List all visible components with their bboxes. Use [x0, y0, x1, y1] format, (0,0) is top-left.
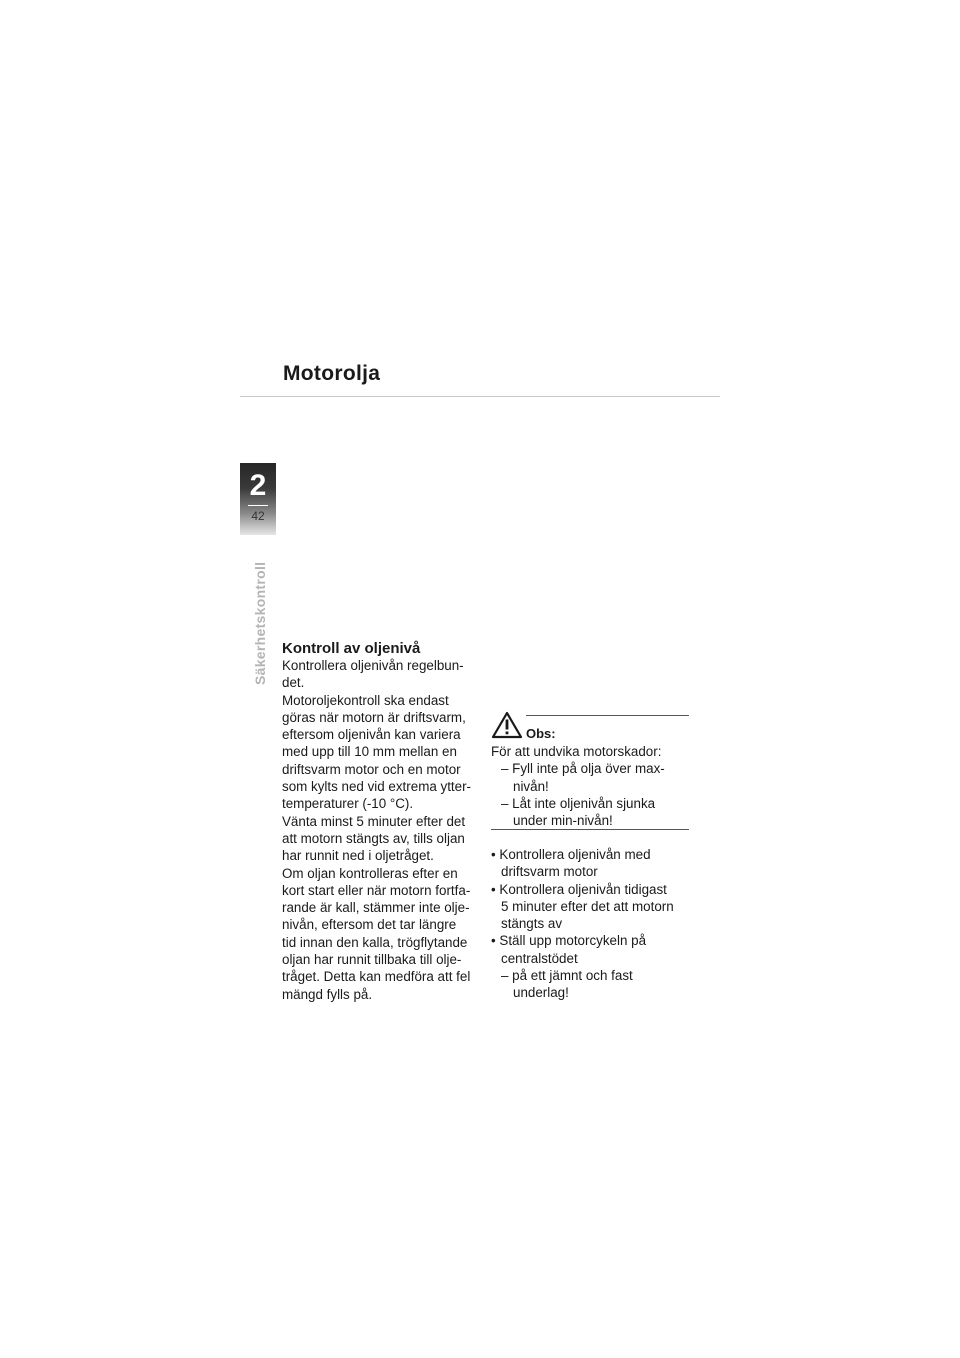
section-heading: Kontroll av oljenivå: [282, 640, 421, 657]
body-line: Kontrollera oljenivån regelbun-: [282, 658, 464, 673]
body-line: med upp till 10 mm mellan en: [282, 744, 457, 760]
chapter-divider: [248, 505, 268, 506]
chapter-number: 2: [249, 469, 267, 502]
sub-list-item: – på ett jämnt och fast: [501, 968, 633, 984]
body-line: driftsvarm motor och en motor: [282, 761, 461, 777]
body-line: kort start eller när motorn fortfa-: [282, 882, 471, 898]
warning-title: Obs:: [526, 726, 556, 741]
warning-triangle-icon: [491, 711, 523, 744]
warning-item-cont: nivån!: [513, 778, 549, 794]
body-line: det.: [282, 675, 305, 691]
body-line: göras när motorn är driftsvarm,: [282, 709, 466, 725]
body-line: Motoroljekontroll ska endast: [282, 692, 449, 708]
body-line: temperaturer (-10 °C).: [282, 796, 414, 812]
body-line: som kylts ned vid extrema ytter-: [282, 779, 472, 795]
list-item: • Kontrollera oljenivån med: [491, 847, 651, 862]
warning-item: – Fyll inte på olja över max-: [501, 761, 665, 777]
section-side-label: Säkerhetskontroll: [252, 561, 268, 685]
body-line: tid innan den kalla, trögflytande: [282, 934, 468, 950]
warning-item: – Låt inte oljenivån sjunka: [501, 795, 656, 811]
page-title: Motorolja: [283, 362, 381, 385]
warning-bottom-rule: [491, 829, 689, 830]
body-line: mängd fylls på.: [282, 986, 373, 1002]
body-line: har runnit ned i oljetråget.: [282, 848, 434, 864]
left-column: [282, 640, 482, 1003]
warning-intro: För att undvika motorskador:: [491, 744, 662, 759]
body-line: Om oljan kontrolleras efter en: [282, 865, 458, 881]
list-item-cont: centralstödet: [501, 950, 578, 966]
chapter-tab: [240, 463, 276, 535]
warning-body: [491, 743, 691, 829]
sub-list-item-cont: underlag!: [513, 985, 569, 1001]
body-line: nivån, eftersom det tar längre: [282, 917, 457, 933]
page-number: 42: [251, 509, 265, 523]
body-line: Vänta minst 5 minuter efter det: [282, 813, 466, 829]
body-line: tråget. Detta kan medföra att fel: [282, 969, 471, 985]
list-item: • Kontrollera oljenivån tidigast: [491, 881, 667, 897]
warning-item-cont: under min-nivån!: [513, 813, 613, 829]
body-line: eftersom oljenivån kan variera: [282, 727, 461, 743]
body-line: rande är kall, stämmer inte olje-: [282, 900, 470, 916]
body-line: att motorn stängts av, tills oljan: [282, 830, 465, 846]
section-body: [282, 657, 482, 1003]
list-item: • Ställ upp motorcykeln på: [491, 933, 647, 949]
list-item-cont: driftsvarm motor: [501, 864, 598, 880]
list-item-cont: 5 minuter efter det att motorn: [501, 898, 674, 914]
steps-list: [491, 846, 696, 1002]
title-divider: [240, 396, 720, 397]
body-line: oljan har runnit tillbaka till olje-: [282, 952, 462, 968]
warning-top-rule: [526, 715, 689, 716]
list-item-cont: stängts av: [501, 916, 563, 932]
